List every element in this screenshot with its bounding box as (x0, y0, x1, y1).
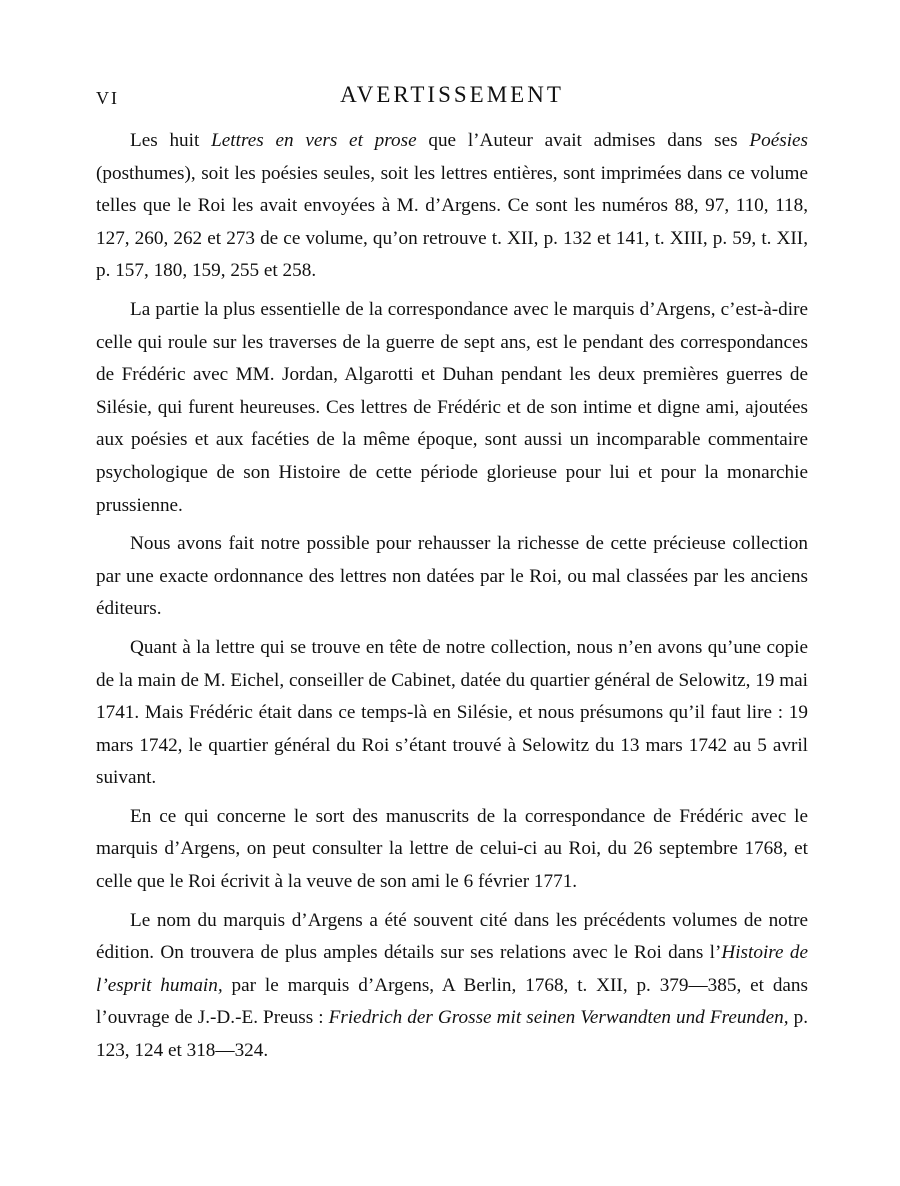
running-title: AVERTISSEMENT (340, 82, 564, 107)
text-run: La partie la plus essentielle de la correspondance avec le marquis d’Argens, c’est-à-dire celle qui roule sur les traverses de la guerre de sept ans, est le pendant des correspondances de Frédéric avec MM. Jordan, Algarotti et Duhan pendant les deux premières guerres de Silésie, qui furent heureuses. Ces lettres de Frédéric et de son intime et digne ami, ajoutées aux poésies et aux facéties de la même époque, sont aussi un incomparable commentaire psychologique de son Histoire de cette période glorieuse pour lui et pour la monarchie prussienne. (96, 298, 808, 516)
text-run: (posthumes), soit les poésies seules, soit les lettres entières, sont imprimées dans ce volume telles que le Roi les avait envoyées à M. d’Argens. Ce sont les numéros 88, 97, 110, 118, 127, 260, 262 et 273 de ce volume, qu’on retrouve t. XII, p. 132 et 141, t. XIII, p. 59, t. XII, p. 157, 180, 159, 255 et 258. (96, 162, 808, 282)
italic-title: Friedrich der Grosse mit seinen Verwandten und Freunden, (328, 1007, 789, 1029)
italic-title: Histoire de l’esprit humain, (96, 942, 808, 996)
text-run: p. 123, 124 et 318—324. (96, 1007, 808, 1062)
body-text (96, 125, 808, 1074)
page-number: VI (96, 88, 119, 108)
text-run: Nous avons fait notre possible pour rehausser la richesse de cette précieuse collection par une exacte ordonnance des lettres non datées par le Roi, ou mal classées par les anciens éditeurs. (96, 533, 808, 620)
paragraph (96, 125, 808, 288)
text-run: Quant à la lettre qui se trouve en tête de notre collection, nous n’en avons qu’une copie de la main de M. Eichel, conseiller de Cabinet, datée du quartier général de Selowitz, 19 mai 1741. Mais Frédéric était dans ce temps-là en Silésie, et nous présumons qu’il faut lire : 19 mars 1742, le quartier général du Roi s’étant trouvé à Selowitz du 13 mars 1742 au 5 avril suivant. (96, 636, 808, 789)
text-run: Les huit (130, 130, 212, 151)
paragraph (96, 632, 808, 795)
text-run: En ce qui concerne le sort des manuscrits de la correspondance de Frédéric avec le marquis d’Argens, on peut consulter la lettre de celui-ci au Roi, du 26 septembre 1768, et celle que le Roi écrivit à la veuve de son ami le 6 février 1771. (96, 805, 808, 893)
text-run: par le marquis d’Argens, A Berlin, 1768, t. XII, p. 379—385, et dans l’ouvrage de J.-D.-E. Preuss : (96, 974, 808, 1029)
italic-title: Lettres en vers et prose (211, 130, 417, 151)
page-header (96, 82, 808, 116)
paragraph (96, 905, 808, 1068)
text-run: que l’Auteur avait admises dans ses (416, 130, 750, 151)
paragraph (96, 294, 808, 522)
paragraph (96, 528, 808, 626)
text-run: Le nom du marquis d’Argens a été souvent cité dans les précédents volumes de notre édition. On trouvera de plus amples détails sur ses relations avec le Roi dans l’ (96, 909, 808, 964)
italic-title: Poésies (749, 130, 809, 151)
paragraph (96, 801, 808, 899)
